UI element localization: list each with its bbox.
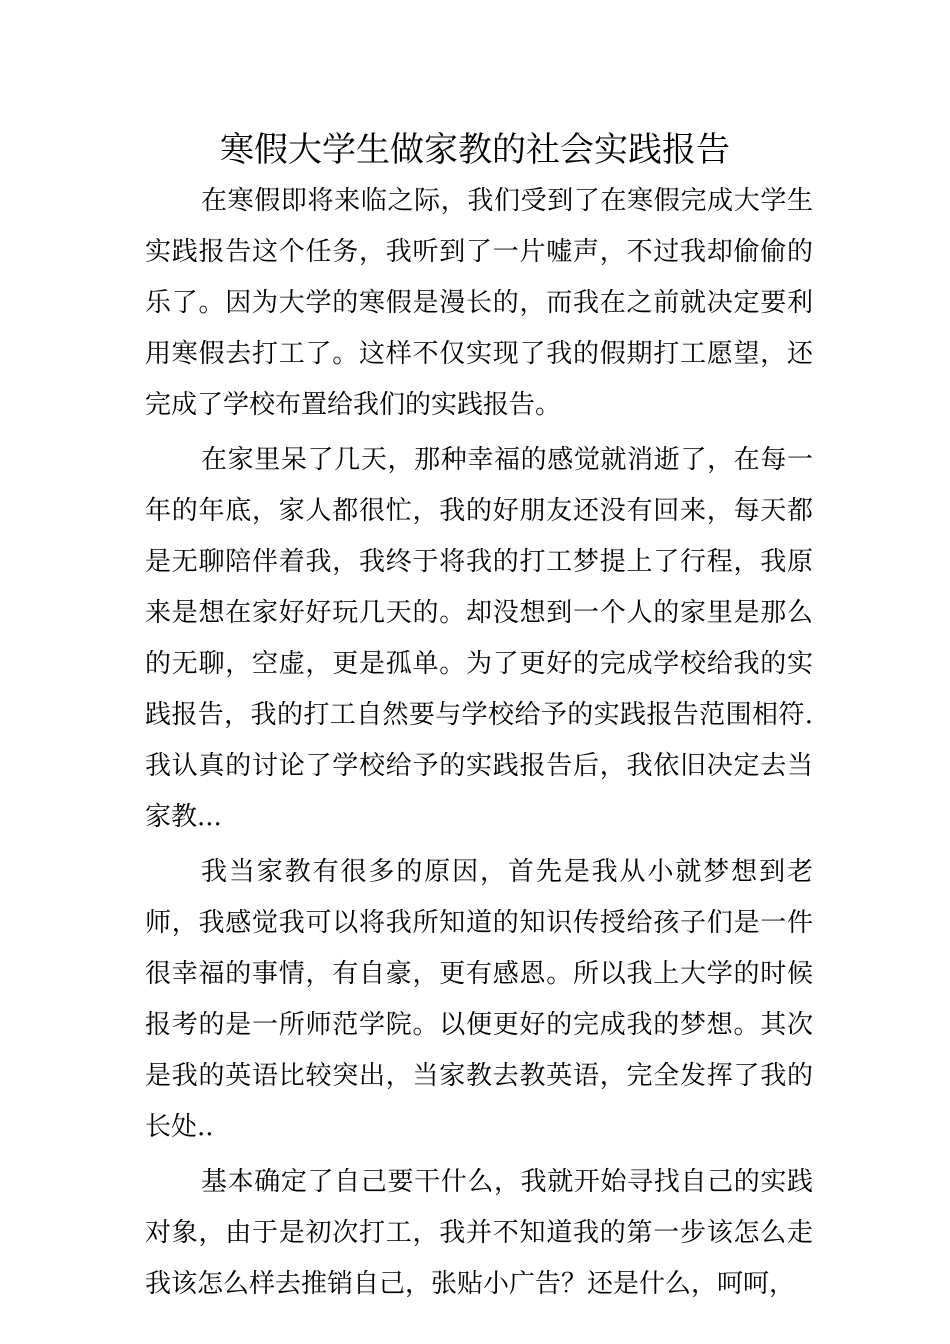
paragraph-4: 基本确定了自己要干什么，我就开始寻找自己的实践对象，由于是初次打工，我并不知道我的第一步该怎么走我该怎么样去推销自己，张贴小广告？还是什么，呵呵，	[145, 1167, 813, 1299]
document-body	[145, 176, 813, 1314]
paragraph-1: 在寒假即将来临之际，我们受到了在寒假完成大学生实践报告这个任务，我听到了一片嘘声，不过我却偷偷的乐了。因为大学的寒假是漫长的，而我在之前就决定要利用寒假去打工了。这样不仅实现了我的假期打工愿望，还完成了学校布置给我们的实践报告。	[145, 186, 813, 420]
paragraph-3: 我当家教有很多的原因，首先是我从小就梦想到老师，我感觉我可以将我所知道的知识传授给孩子们是一件很幸福的事情，有自豪，更有感恩。所以我上大学的时候报考的是一所师范学院。以便更好的完成我的梦想。其次是我的英语比较突出，当家教去教英语，完全发挥了我的长处..	[145, 857, 813, 1142]
paragraph-2: 在家里呆了几天，那种幸福的感觉就消逝了，在每一年的年底，家人都很忙，我的好朋友还没有回来，每天都是无聊陪伴着我，我终于将我的打工梦提上了行程，我原来是想在家好好玩几天的。却没想到一个人的家里是那么的无聊，空虚，更是孤单。为了更好的完成学校给我的实践报告，我的打工自然要与学校给予的实践报告范围相符.我认真的讨论了学校给予的实践报告后，我依旧决定去当家教...	[145, 445, 813, 832]
document-title: 寒假大学生做家教的社会实践报告	[220, 130, 730, 170]
